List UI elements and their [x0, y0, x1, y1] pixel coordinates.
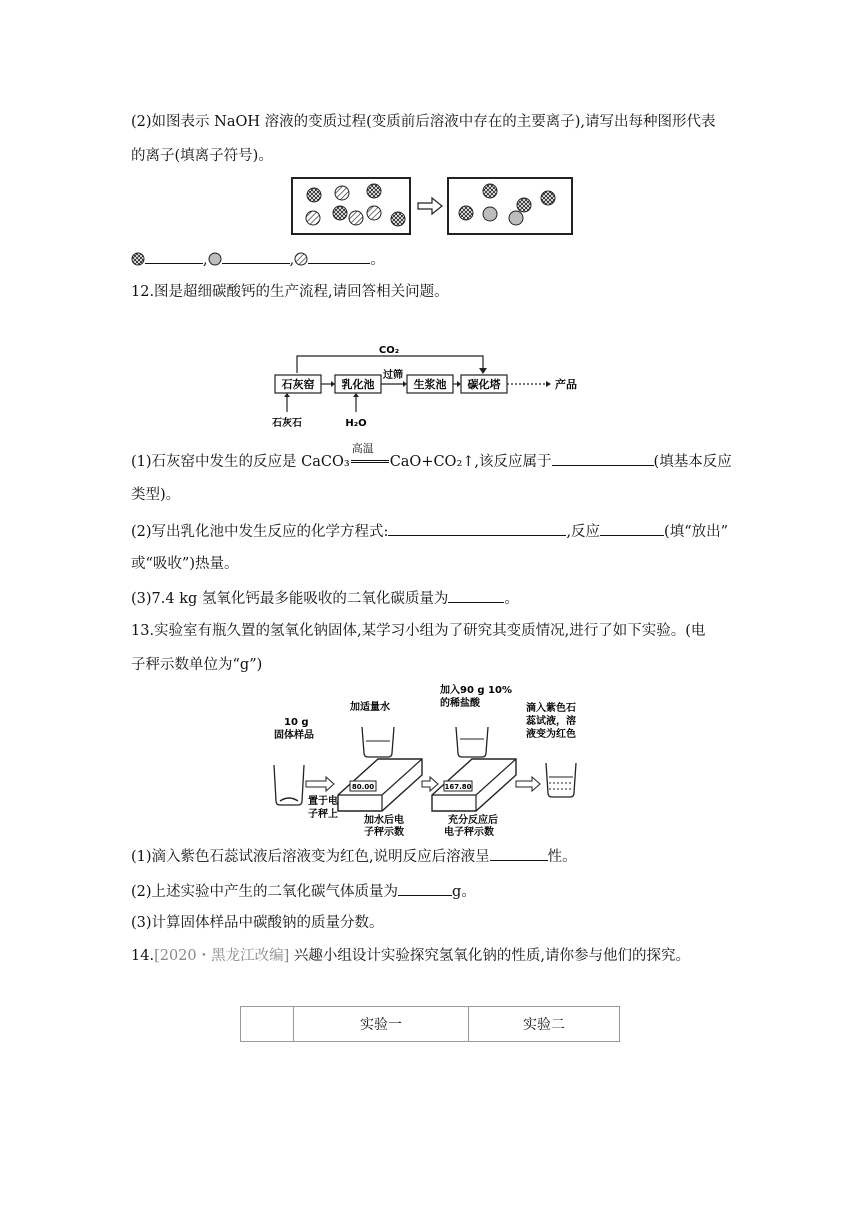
after-react-label-1: 充分反应后: [448, 815, 498, 826]
q11-sub2-line2: 的离子(填离子符号)。: [131, 148, 273, 164]
table-row: [241, 1007, 620, 1042]
limestone-label: 石灰石: [272, 418, 302, 429]
q14-source: [2020・黑龙江改编]: [154, 948, 290, 964]
separator: ,: [203, 252, 208, 268]
cross-ion-icon: [391, 212, 405, 226]
reaction-type-blank[interactable]: [552, 451, 654, 466]
product-label: 产品: [555, 378, 577, 391]
cross-ion-icon: [131, 252, 145, 266]
gray-ion-icon: [483, 207, 497, 221]
hatched-ion-icon: [306, 211, 320, 225]
emulsify-pool-label: 乳化池: [341, 378, 375, 391]
after-water-label-2: 子秤示数: [364, 827, 404, 838]
q11-sub2-line1: (2)如图表示 NaOH 溶液的变质过程(变质前后溶液中存在的主要离子),请写出每种图形代表: [131, 114, 716, 130]
q13-sub3: (3)计算固体样品中碳酸钠的质量分数。: [131, 915, 384, 931]
hatched-ion-icon: [294, 252, 308, 266]
acidity-blank[interactable]: [490, 846, 548, 861]
cross-ion-icon: [517, 198, 531, 212]
q13-sub1: (1)滴入紫色石蕊试液后溶液变为红色,说明反应后溶液呈 性。: [131, 846, 577, 866]
sample-label: 固体样品: [274, 730, 314, 741]
answer-blank-3[interactable]: [308, 249, 370, 264]
beaker-icon: [546, 763, 576, 797]
gray-ion-icon: [509, 211, 523, 225]
water-label: 加适量水: [350, 702, 390, 713]
cross-ion-icon: [333, 206, 347, 220]
production-flow-diagram: [265, 340, 605, 432]
ion-change-diagram: [290, 176, 575, 236]
answer-blank-1[interactable]: [145, 249, 203, 264]
q12-sub3: (3)7.4 kg 氢氧化钙最多能吸收的二氧化碳质量为 。: [131, 588, 519, 608]
filter-label: 过筛: [383, 370, 403, 381]
hatched-ion-icon: [335, 186, 349, 200]
q12-sub1-line2: 类型)。: [131, 487, 181, 503]
acid-label-2: 的稀盐酸: [440, 698, 480, 709]
sample-mass-label: 10 g: [284, 717, 309, 728]
cross-ion-icon: [307, 188, 321, 202]
period: 。: [370, 252, 385, 268]
table-header-cell: [241, 1007, 294, 1042]
scale-reading-1: 80.00: [351, 783, 375, 791]
hatched-ion-icon: [349, 211, 363, 225]
q12-title: 12.图是超细碳酸钙的生产流程,请回答相关问题。: [131, 284, 449, 300]
cross-ion-icon: [367, 184, 381, 198]
separator: ,: [289, 252, 295, 268]
q12-sub1-line1: (1)石灰窑中发生的反应是 CaCO₃ 高温 CaO+CO₂↑,该反应属于 (填基本反应: [131, 442, 732, 470]
q12-sub2-line1: (2)写出乳化池中发生反应的化学方程式: ,反应 (填“放出”: [131, 521, 728, 541]
heat-blank[interactable]: [600, 521, 664, 536]
gray-ion-icon: [208, 252, 222, 266]
q13-title-line1: 13.实验室有瓶久置的氢氧化钠固体,某学习小组为了研究其变质情况,进行了如下实验。(电: [131, 623, 706, 639]
q11-answer-line: [131, 249, 385, 269]
cross-ion-icon: [459, 206, 473, 220]
after-water-label-1: 加水后电: [364, 815, 404, 826]
q13-title-line2: 子秤示数单位为“g”): [131, 657, 263, 673]
place-label-1: 置于电: [308, 796, 338, 807]
answer-blank-2[interactable]: [222, 249, 290, 264]
arrow-icon: [418, 198, 442, 214]
litmus-label-3: 液变为红色: [526, 729, 576, 740]
co2-label: CO₂: [378, 345, 400, 356]
lime-kiln-label: 石灰窑: [281, 378, 315, 391]
co2-gas-mass-blank[interactable]: [398, 881, 452, 896]
reaction-condition: 高温: [350, 452, 390, 466]
litmus-label-2: 蕊试液，溶: [526, 716, 576, 727]
slurry-pool-label: 生浆池: [413, 378, 447, 391]
cross-ion-icon: [541, 191, 555, 205]
after-react-label-2: 电子秤示数: [444, 827, 494, 838]
scale-reading-2: 167.80: [444, 783, 472, 791]
equation-blank[interactable]: [388, 521, 566, 536]
cross-ion-icon: [483, 184, 497, 198]
q14-title: 14.[2020・黑龙江改编] 兴趣小组设计实验探究氢氧化钠的性质,请你参与他们的探究。: [131, 948, 690, 964]
beaker-icon: [274, 765, 304, 805]
q13-sub2: (2)上述实验中产生的二氧化碳气体质量为 g。: [131, 881, 476, 901]
q12-sub2-line2: 或“吸收”)热量。: [131, 556, 239, 572]
water-label: H₂O: [345, 418, 367, 429]
place-label-2: 子秤上: [308, 809, 338, 820]
hatched-ion-icon: [367, 206, 381, 220]
experiment-diagram: [270, 683, 595, 838]
before-box: [292, 178, 410, 234]
carbonation-tower-label: 碳化塔: [467, 378, 501, 391]
experiment-table: [240, 1006, 620, 1042]
table-header-cell: 实验二: [469, 1007, 620, 1042]
table-header-cell: 实验一: [294, 1007, 469, 1042]
acid-label-1: 加入90 g 10%: [440, 685, 512, 696]
co2-mass-blank[interactable]: [448, 588, 504, 603]
litmus-label-1: 滴入紫色石: [526, 703, 576, 714]
